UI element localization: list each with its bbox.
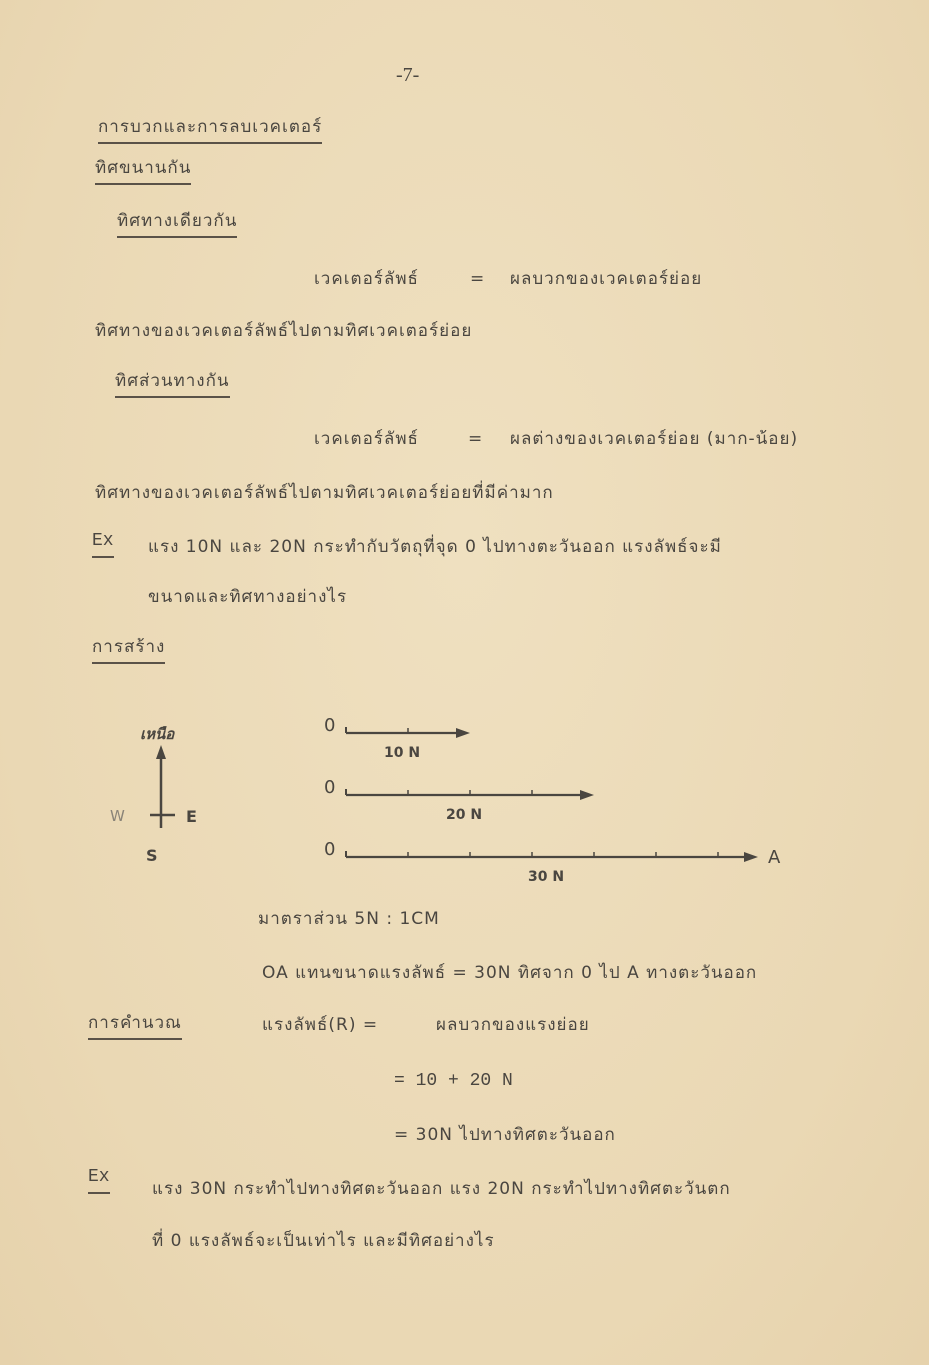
formula-opposite-rhs: ผลต่างของเวคเตอร์ย่อย (มาก-น้อย) [510, 429, 799, 449]
compass-north-label: เหนือ [140, 725, 175, 743]
example2-line1: แรง 30N กระทำไปทางทิศตะวันออก แรง 20N กระทำไปทางทิศตะวันตก [152, 1179, 731, 1199]
heading-construction: การสร้าง [92, 636, 165, 664]
formula-opposite-equals: = [468, 429, 484, 449]
example2-line2: ที่ 0 แรงลัพธ์จะเป็นเท่าไร และมีทิศอย่างไร [152, 1231, 495, 1251]
heading-calculation: การคำนวณ [88, 1012, 182, 1040]
calc-line2: = 10 + 20 N [394, 1071, 513, 1091]
page-number: -7- [396, 64, 420, 86]
vector-arrowhead-icon [456, 728, 470, 738]
compass-south-label: S [146, 846, 158, 865]
vector-magnitude-label: 20 N [446, 807, 483, 823]
vector-end-label: A [768, 847, 781, 868]
example1-line2: ขนาดและทิศทางอย่างไร [148, 587, 348, 607]
vector-arrowhead-icon [580, 790, 594, 800]
heading-same-direction: ทิศทางเดียวกัน [117, 210, 237, 238]
note-opposite-direction: ทิศทางของเวคเตอร์ลัพธ์ไปตามทิศเวคเตอร์ย่อยที่มีค่ามาก [95, 483, 554, 503]
compass-diagram [100, 715, 230, 875]
vector-diagram [310, 705, 781, 895]
heading-main: การบวกและการลบเวคเตอร์ [98, 116, 322, 144]
formula-same-rhs: ผลบวกของเวคเตอร์ย่อย [510, 269, 703, 289]
vector-magnitude-label: 10 N [384, 745, 421, 761]
vector-origin-label: 0 [324, 777, 336, 798]
formula-same-equals: = [470, 269, 486, 289]
note-same-direction: ทิศทางของเวคเตอร์ลัพธ์ไปตามทิศเวคเตอร์ย่อย [95, 321, 473, 341]
compass-east-label: E [186, 807, 197, 826]
formula-opposite-lhs: เวคเตอร์ลัพธ์ [314, 429, 419, 449]
example1-line1: แรง 10N และ 20N กระทำกับวัตถุที่จุด 0 ไปทางตะวันออก แรงลัพธ์จะมี [148, 537, 722, 557]
vector-origin-label: 0 [324, 715, 336, 736]
calc-line3: = 30N ไปทางทิศตะวันออก [394, 1125, 616, 1145]
scale-text: มาตราส่วน 5N : 1CM [258, 909, 440, 929]
example2-label: Ex [88, 1166, 110, 1194]
heading-opposite-direction: ทิศส่วนทางกัน [115, 370, 230, 398]
vector-arrowhead-icon [744, 852, 758, 862]
vector-origin-label: 0 [324, 839, 336, 860]
compass-arrowhead-icon [156, 745, 166, 759]
calc-line1-lhs: แรงลัพธ์(R) = [262, 1015, 379, 1035]
result-text: OA แทนขนาดแรงลัพธ์ = 30N ทิศจาก 0 ไป A ทางตะวันออก [262, 963, 758, 983]
example1-label: Ex [92, 530, 114, 558]
compass-west-label: W [110, 807, 125, 825]
heading-parallel: ทิศขนานกัน [95, 157, 191, 185]
vector-magnitude-label: 30 N [528, 869, 565, 885]
calc-line1-rhs: ผลบวกของแรงย่อย [436, 1015, 590, 1035]
formula-same-lhs: เวคเตอร์ลัพธ์ [314, 269, 419, 289]
